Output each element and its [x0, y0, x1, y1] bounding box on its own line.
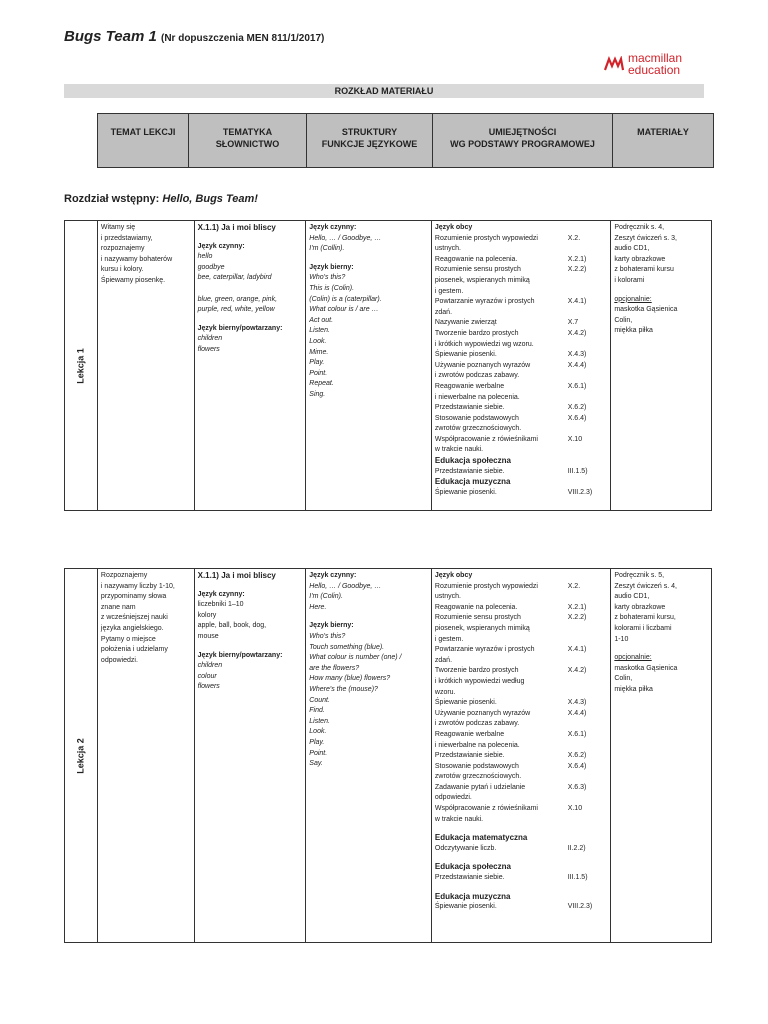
- extra-text: Śpiewanie piosenki.: [434, 903, 497, 911]
- skill-text: Reagowanie werbalne i niewerbalne na polecenia.: [434, 382, 520, 401]
- skill-ref: X.2.2): [567, 266, 587, 274]
- table-header: [97, 113, 714, 168]
- extra-text: Odczytywanie liczb.: [434, 844, 497, 852]
- skill-item: [435, 762, 607, 783]
- skill-item: [435, 382, 607, 403]
- extra-item: [435, 488, 607, 499]
- skill-text: Używanie poznanych wyrazów i zwrotów podczas zabawy.: [434, 709, 531, 728]
- chapter-name: Hello, Bugs Team!: [162, 193, 258, 205]
- skill-item: [435, 435, 607, 456]
- skill-ref: X.4.3): [567, 699, 587, 707]
- lesson-materials: Podręcznik s. 5, Zeszyt ćwiczeń s. 4, audio CD1, karty obrazkowe z bohaterami kursu, kolorami i liczbami 1-10 opcjonalnie: maskotka Gąsienica Colin, miękka piłka: [614, 572, 678, 693]
- skill-ref: X.4.2): [567, 667, 587, 675]
- extra-text: Śpiewanie piosenki.: [434, 488, 497, 496]
- skill-item: [435, 804, 607, 825]
- extra-text: Przedstawianie siebie.: [434, 874, 505, 882]
- skill-text: Reagowanie na polecenia.: [434, 603, 518, 611]
- skill-text: Używanie poznanych wyrazów i zwrotów podczas zabawy.: [434, 361, 531, 380]
- skill-ref: X.10: [567, 805, 583, 813]
- chapter-prefix: Rozdział wstępny:: [64, 193, 163, 205]
- skill-ref: X.6.2): [567, 752, 587, 760]
- title-subtitle: (Nr dopuszczenia MEN 811/1/2017): [160, 33, 325, 44]
- skill-text: Przedstawianie siebie.: [434, 752, 505, 760]
- skill-text: Przedstawianie siebie.: [434, 404, 505, 412]
- lesson-skills: Język obcy Rozumienie prostych wypowiedzi ustnych. X.2. Reagowanie na polecenia. X.2.1) Rozumienie sensu prostych piosenek, wspieranych mimiką i gestem. X.2.2) Powtarzanie wyrazów i prostych zdań. X.4.1) Tworzenie bardzo prostych i krótkich wypowiedzi według wzoru. X.4.2) Śpiewanie piosenki. X.4.3) Używanie poznanych wyrazów i zwrotów podczas zabawy. X.4.4) Reagowanie werbalne i niewerbalne na polecenia. X.6.1) Przedstawianie siebie. X.6.2) Stosowanie podstawowych zwrotów grzecznościowych. X.6.4) Zadawanie pytań i udzielanie odpowiedzi. X.6.3) Współpracowanie z rówieśnikami w trakcie nauki. X.10 Edukacja matematyczna Odczytywanie liczb. II.2.2) Edukacja społeczna Przedstawianie siebie. III.1.5) Edukacja muzyczna Śpiewanie piosenki. VIII.2.3): [432, 569, 611, 942]
- extra-heading: Edukacja matematyczna: [434, 833, 528, 843]
- skill-item: [435, 403, 607, 414]
- skill-item: [435, 709, 607, 730]
- skill-ref: X.6.2): [567, 404, 587, 412]
- col-header-skills: UMIEJĘTNOŚCI WG PODSTAWY PROGRAMOWEJ: [433, 114, 613, 167]
- skill-text: Tworzenie bardzo prostych i krótkich wypowiedzi według wzoru.: [434, 667, 525, 696]
- lesson-materials: Podręcznik s. 4, Zeszyt ćwiczeń s. 3, audio CD1, karty obrazkowe z bohaterami kursu i kolorami opcjonalnie: maskotka Gąsienica Colin, miękka piłka: [614, 224, 678, 335]
- lesson-skills: Język obcy Rozumienie prostych wypowiedzi ustnych. X.2. Reagowanie na polecenia. X.2.1) Rozumienie sensu prostych piosenek, wspieranych mimiką i gestem. X.2.2) Powtarzanie wyrazów i prostych zdań. X.4.1) Nazywanie zwierząt X.7 Tworzenie bardzo prostych i krótkich wypowiedzi wg wzoru. X.4.2) Śpiewanie piosenki. X.4.3) Używanie poznanych wyrazów i zwrotów podczas zabawy. X.4.4) Reagowanie werbalne i niewerbalne na polecenia. X.6.1) Przedstawianie siebie. X.6.2) Stosowanie podstawowych zwrotów grzecznościowych. X.6.4) Współpracowanie z rówieśnikami w trakcie nauki. X.10 Edukacja społeczna Przedstawianie siebie. III.1.5) Edukacja muzyczna Śpiewanie piosenki. VIII.2.3): [432, 221, 611, 510]
- skill-text: Zadawanie pytań i udzielanie odpowiedzi.: [434, 783, 526, 802]
- skill-text: Śpiewanie piosenki.: [434, 699, 497, 707]
- skill-ref: X.6.1): [567, 382, 587, 390]
- extra-heading: Edukacja muzyczna: [434, 477, 511, 487]
- col-header-materials: MATERIAŁY: [637, 127, 689, 137]
- lesson-topic: Witamy się i przedstawiamy, rozpoznajemy i nazywamy bohaterów kursu i kolory. Śpiewamy piosenkę.: [98, 221, 195, 510]
- skill-item: [435, 698, 607, 709]
- skill-text: Rozumienie prostych wypowiedzi ustnych.: [434, 582, 538, 601]
- col-header-vocab: TEMATYKA SŁOWNICTWO: [189, 114, 307, 167]
- skill-text: Rozumienie sensu prostych piosenek, wspieranych mimiką i gestem.: [434, 266, 530, 295]
- extra-heading: Edukacja muzyczna: [434, 891, 511, 901]
- lesson-vocab: X.1.1) Ja i moi bliscy Język czynny: hello goodbye bee, caterpillar, ladybird blue, green, orange, pink, purple, red, white, yellow Język bierny/powtarzany: children flowers: [195, 221, 307, 510]
- extra-item: [435, 873, 607, 884]
- skill-item: [435, 361, 607, 382]
- skill-text: Powtarzanie wyrazów i prostych zdań.: [434, 646, 535, 664]
- macmillan-logo-icon: [604, 56, 624, 72]
- skill-item: [435, 666, 607, 698]
- lesson-topic: Rozpoznajemy i nazywamy liczby 1-10, przypominamy słowa znane nam z wcześniejszej nauki języka angielskiego. Pytamy o miejsce położenia i udzielamy odpowiedzi.: [98, 569, 195, 942]
- skill-item: [435, 329, 607, 350]
- skill-item: [435, 603, 607, 614]
- extra-ref: III.1.5): [567, 874, 588, 882]
- skill-ref: X.4.4): [567, 361, 587, 369]
- publisher-logo: [604, 52, 724, 80]
- skill-text: Tworzenie bardzo prostych i krótkich wypowiedzi wg wzoru.: [434, 329, 534, 348]
- skill-ref: X.6.4): [567, 762, 587, 770]
- chapter-title: [64, 193, 258, 205]
- logo-line-2: education: [628, 63, 681, 77]
- skill-text: Rozumienie prostych wypowiedzi ustnych.: [434, 234, 538, 253]
- extra-ref: II.2.2): [567, 844, 586, 852]
- lesson-label: Lekcja 2: [65, 569, 98, 942]
- skill-text: Reagowanie werbalne i niewerbalne na polecenia.: [434, 730, 520, 749]
- skill-text: Stosowanie podstawowych zwrotów grzecznościowych.: [434, 762, 522, 781]
- skill-ref: X.6.1): [567, 730, 587, 738]
- skill-ref: X.4.3): [567, 351, 587, 359]
- document-title: [64, 28, 324, 45]
- lesson-row: [64, 220, 712, 511]
- lesson-vocab: X.1.1) Ja i moi bliscy Język czynny: liczebniki 1–10 kolory apple, ball, book, dog, mouse Język bierny/powtarzany: children colour flowers: [195, 569, 307, 942]
- extra-item: [435, 467, 607, 478]
- extra-ref: VIII.2.3): [567, 903, 593, 911]
- logo-line-1: macmillan: [628, 51, 683, 65]
- lesson-label: Lekcja 1: [65, 221, 98, 510]
- extra-item: [435, 902, 607, 913]
- skill-ref: X.2.1): [567, 255, 587, 263]
- skill-item: [435, 730, 607, 751]
- lesson-structures: Język czynny: Hello, … / Goodbye, … I'm (Collin). Język bierny: Who's this? This is (Colin). (Colin) is a (caterpillar). What colour is / are … Act out. Listen. Look. Mime. Play. Point. Repeat. Sing.: [306, 221, 432, 510]
- skill-ref: X.4.1): [567, 298, 587, 306]
- skill-item: [435, 297, 607, 318]
- skill-text: Reagowanie na polecenia.: [434, 255, 518, 263]
- skill-ref: X.4.1): [567, 646, 587, 654]
- skill-text: Współpracowanie z rówieśnikami w trakcie nauki.: [434, 805, 538, 823]
- logo-text: [628, 52, 682, 76]
- skill-ref: X.6.3): [567, 783, 587, 791]
- skill-item: [435, 255, 607, 266]
- extra-heading: Edukacja społeczna: [434, 456, 511, 466]
- extra-text: Przedstawianie siebie.: [434, 467, 505, 475]
- skill-ref: X.2.2): [567, 614, 587, 622]
- skill-ref: X.10: [567, 435, 583, 443]
- extra-heading: Edukacja społeczna: [434, 862, 511, 872]
- skill-item: [435, 350, 607, 361]
- extra-ref: VIII.2.3): [567, 488, 593, 496]
- skill-ref: X.4.2): [567, 329, 587, 337]
- skill-ref: X.7: [567, 319, 579, 327]
- col-header-topic: TEMAT LEKCJI: [98, 114, 189, 167]
- col-header-structures: STRUKTURY FUNKCJE JĘZYKOWE: [307, 114, 433, 167]
- skill-ref: X.2.: [567, 234, 581, 242]
- skill-text: Śpiewanie piosenki.: [434, 351, 497, 359]
- skill-text: Stosowanie podstawowych zwrotów grzecznościowych.: [434, 414, 522, 433]
- skill-item: [435, 645, 607, 666]
- skill-ref: X.2.1): [567, 603, 587, 611]
- skill-item: [435, 783, 607, 804]
- skill-text: Rozumienie sensu prostych piosenek, wspieranych mimiką i gestem.: [434, 614, 530, 643]
- skill-item: [435, 751, 607, 762]
- skill-text: Powtarzanie wyrazów i prostych zdań.: [434, 298, 535, 316]
- skill-item: [435, 318, 607, 329]
- title-text: Bugs Team 1: [64, 28, 157, 45]
- skill-item: [435, 613, 607, 645]
- extra-ref: III.1.5): [567, 467, 588, 475]
- skill-ref: X.6.4): [567, 414, 587, 422]
- skill-text: Współpracowanie z rówieśnikami w trakcie nauki.: [434, 435, 538, 454]
- skill-text: Nazywanie zwierząt: [434, 319, 497, 327]
- extra-item: [435, 844, 607, 855]
- skill-item: [435, 582, 607, 603]
- skill-item: [435, 265, 607, 297]
- skill-ref: X.2.: [567, 582, 581, 590]
- lesson-row: [64, 568, 712, 943]
- lesson-structures: Język czynny: Hello, … / Goodbye, … I'm (Colin). Here. Język bierny: Who's this? Touch something (blue). What colour is number (one) / are the flowers? How many (blue) flowers? Where's the (mouse)? Count. Find. Listen. Look. Play. Point. Say.: [306, 569, 432, 942]
- skill-ref: X.4.4): [567, 709, 587, 717]
- skill-item: [435, 234, 607, 255]
- section-band: ROZKŁAD MATERIAŁU: [64, 84, 704, 98]
- skill-item: [435, 414, 607, 435]
